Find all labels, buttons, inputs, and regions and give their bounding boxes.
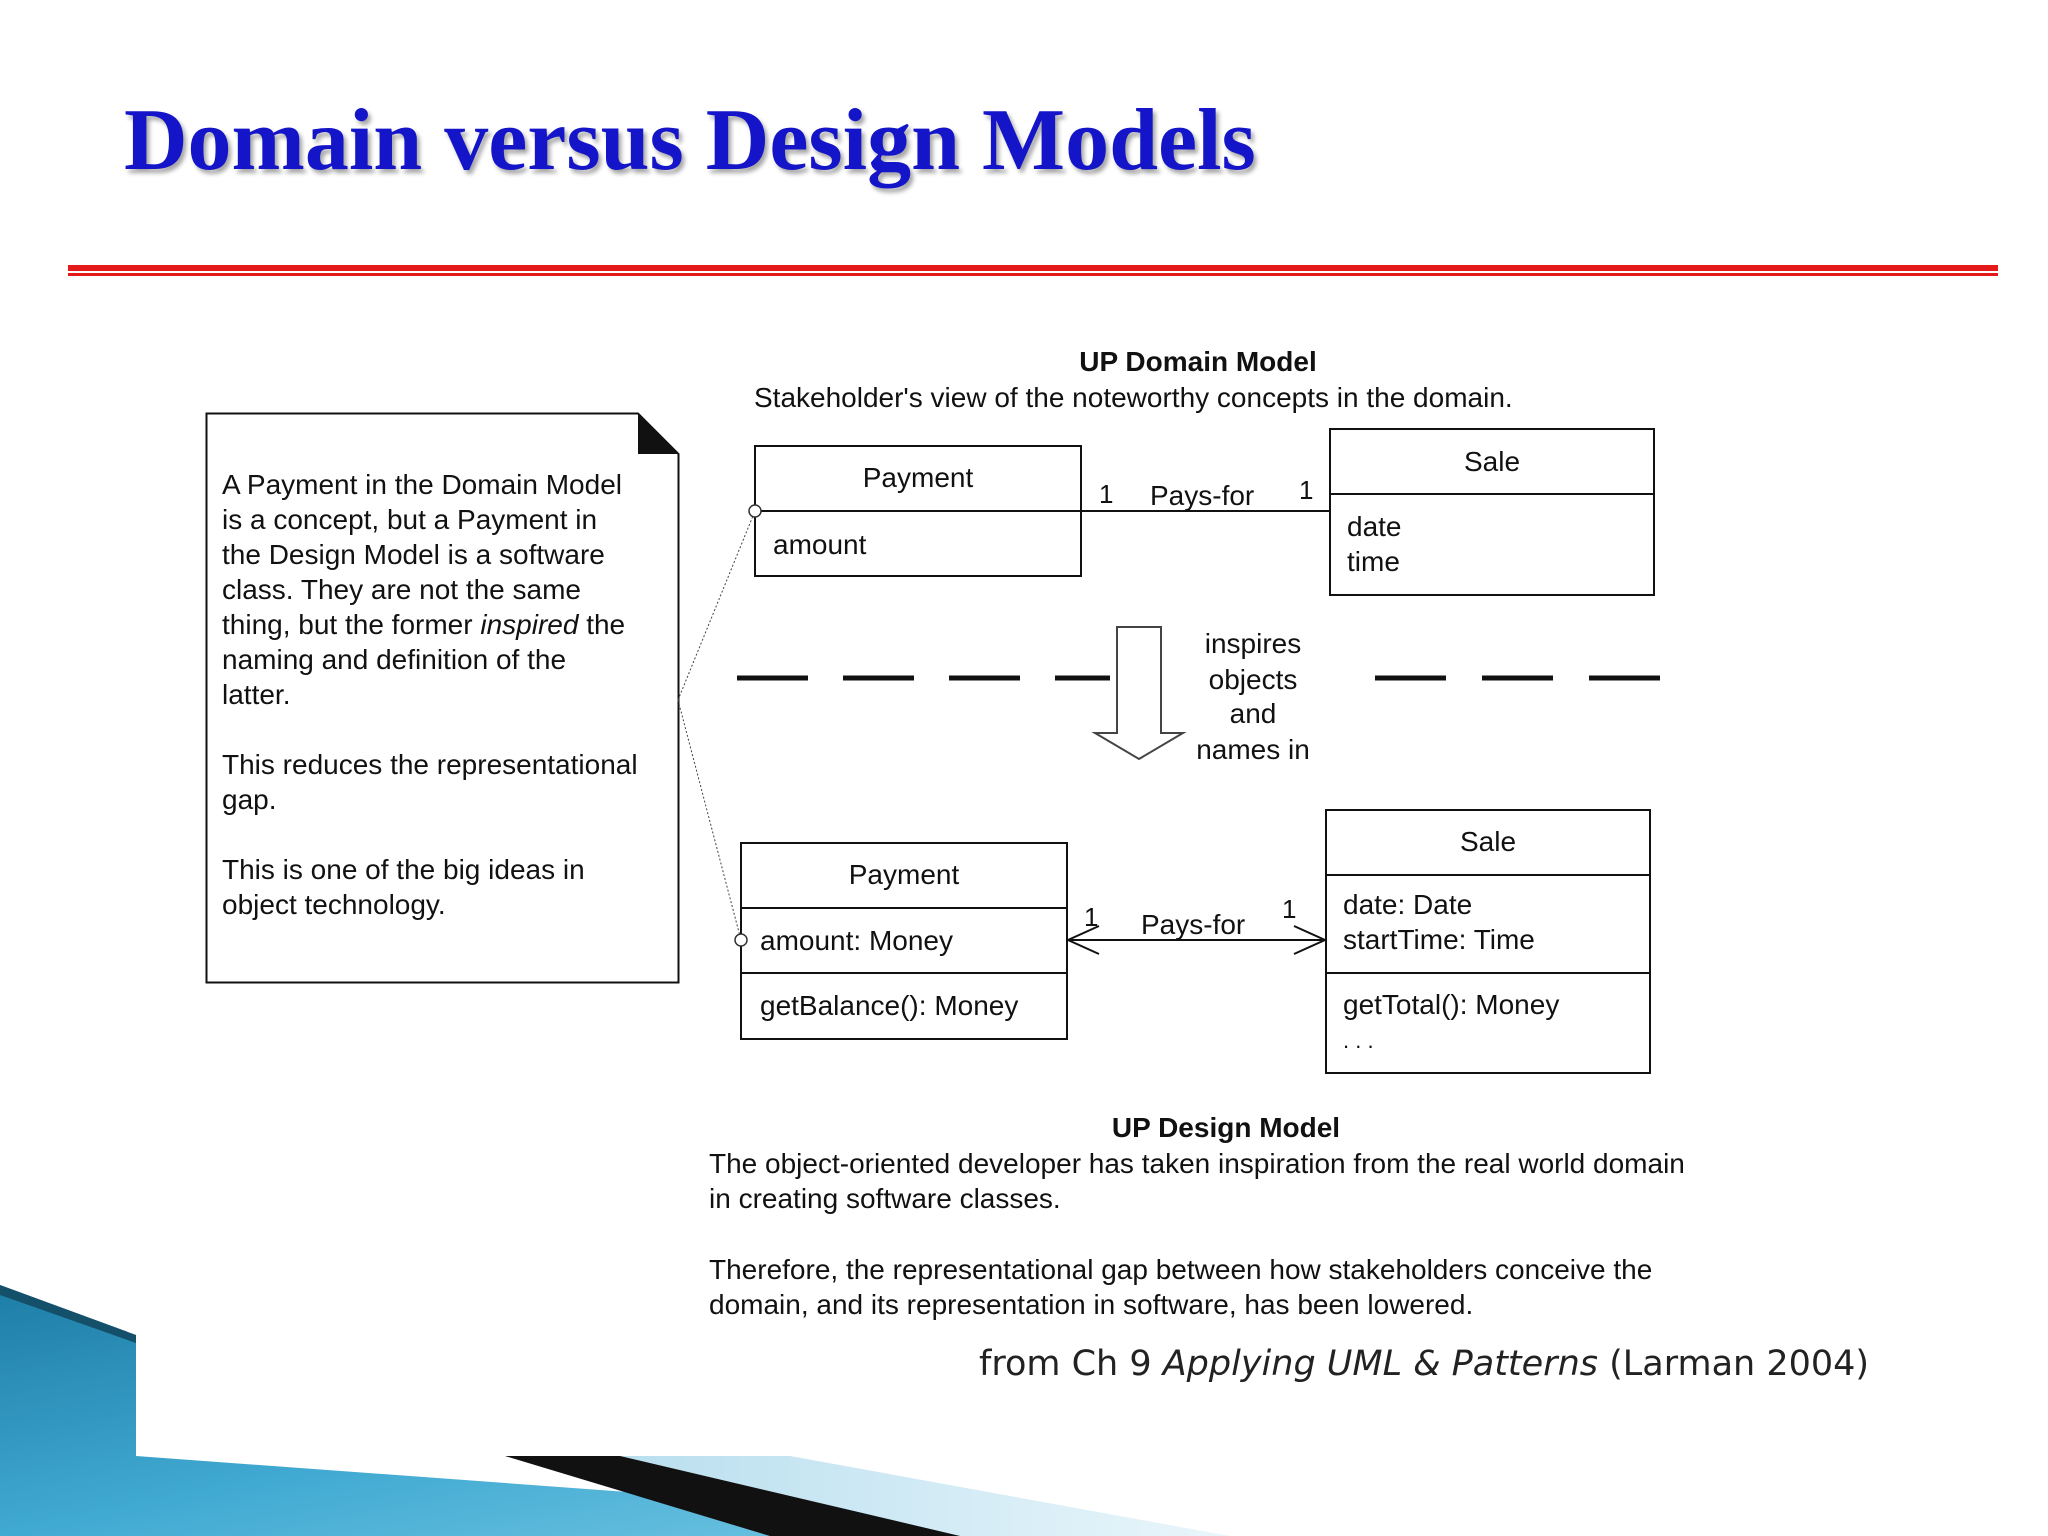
note-line: object technology.	[222, 889, 446, 920]
class-attribute: amount: Money	[760, 925, 953, 956]
book-title: Applying UML & Patterns	[1162, 1344, 1598, 1384]
design-model-caption: Therefore, the representational gap between how stakeholders conceive the	[709, 1254, 1653, 1285]
note-line: This is one of the big ideas in	[222, 854, 585, 885]
inspires-label: and	[1229, 698, 1277, 729]
inspires-label: names in	[1196, 734, 1310, 765]
design-sale-class	[1326, 810, 1650, 1073]
note-line: the Design Model is a software	[222, 539, 605, 570]
class-operation: . . .	[1343, 1028, 1374, 1053]
domain-sale-class	[1330, 429, 1654, 595]
domain-payment-class	[755, 446, 1081, 576]
citation-text: (Larman 2004)	[1597, 1344, 1870, 1384]
page-title: Domain versus Design Models	[124, 92, 1256, 189]
domain-association	[1081, 475, 1330, 511]
note-line: A Payment in the Domain Model	[222, 469, 622, 500]
class-name: Payment	[862, 462, 974, 493]
design-model-caption: The object-oriented developer has taken inspiration from the real world domain	[709, 1148, 1685, 1179]
class-attribute: date: Date	[1343, 889, 1473, 920]
domain-model-subheading: Stakeholder's view of the noteworthy concepts in the domain.	[754, 382, 1513, 413]
note-text-part: the	[578, 609, 626, 640]
source-citation	[979, 1344, 1869, 1384]
inspires-label: inspires	[1204, 628, 1302, 659]
inspires-arrow-icon	[1095, 627, 1183, 759]
design-model-caption: domain, and its representation in software, has been lowered.	[709, 1289, 1474, 1320]
inspires-label: objects	[1208, 664, 1298, 695]
class-name: Sale	[1463, 446, 1521, 477]
multiplicity-left: 1	[1084, 902, 1099, 932]
multiplicity-right: 1	[1299, 475, 1314, 505]
domain-model-heading: UP Domain Model	[1079, 346, 1317, 377]
note-emphasis: inspired	[480, 609, 579, 640]
design-payment-class	[741, 843, 1067, 1039]
class-name: Payment	[848, 859, 960, 890]
anchor-icon	[735, 934, 747, 946]
design-model-heading: UP Design Model	[1111, 1112, 1341, 1143]
note-line: gap.	[222, 784, 277, 815]
note-line: naming and definition of the	[222, 644, 567, 675]
class-attribute: amount	[773, 529, 867, 560]
class-attribute: date	[1347, 511, 1402, 542]
note-line: This reduces the representational	[222, 749, 638, 780]
class-operation: getBalance(): Money	[760, 990, 1019, 1021]
class-attribute: time	[1347, 546, 1400, 577]
citation-text: from Ch 9	[979, 1344, 1163, 1384]
note-text-part: thing, but the former	[222, 609, 481, 640]
class-attribute: startTime: Time	[1343, 924, 1535, 955]
multiplicity-left: 1	[1099, 479, 1114, 509]
note-line: is a concept, but a Payment in	[222, 504, 598, 535]
design-model-caption: in creating software classes.	[709, 1183, 1061, 1214]
multiplicity-right: 1	[1282, 894, 1297, 924]
association-label: Pays-for	[1150, 480, 1255, 511]
class-name: Sale	[1459, 826, 1517, 857]
note-line: latter.	[222, 679, 291, 710]
note-line: class. They are not the same	[222, 574, 581, 605]
anchor-icon	[749, 505, 761, 517]
class-operation: getTotal(): Money	[1343, 989, 1560, 1020]
association-label: Pays-for	[1141, 909, 1246, 940]
